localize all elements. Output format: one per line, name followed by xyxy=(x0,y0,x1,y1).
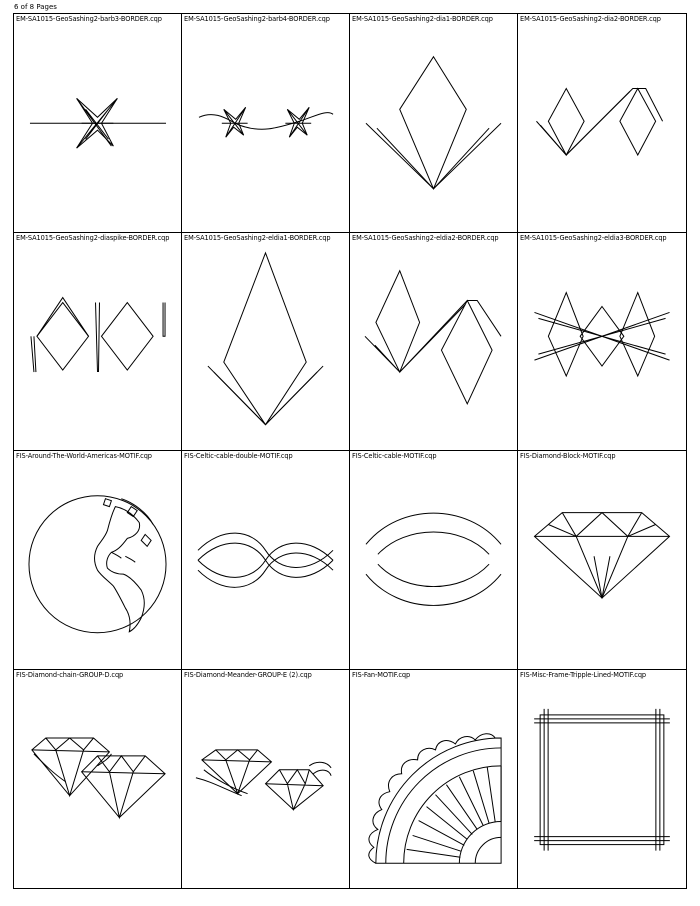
design-catalog-grid xyxy=(13,13,687,889)
elongated-diamond-border-drawing xyxy=(182,233,349,451)
single-diamond-border-drawing xyxy=(350,14,517,232)
design-cell[interactable] xyxy=(350,451,518,670)
design-cell[interactable] xyxy=(14,14,182,233)
design-name: EM-SA1015-GeoSashing2-eldia1-BORDER.cqp xyxy=(184,233,331,242)
design-cell[interactable] xyxy=(350,670,518,889)
design-cell[interactable] xyxy=(14,233,182,452)
design-cell[interactable] xyxy=(182,670,350,889)
design-name: FIS-Diamond-Meander-GROUP-E (2).cqp xyxy=(184,670,312,679)
diamond-block-drawing xyxy=(518,451,686,669)
design-cell[interactable] xyxy=(518,451,686,670)
celtic-cable-double-drawing xyxy=(182,451,349,669)
triple-lined-frame-drawing xyxy=(518,670,686,889)
design-cell[interactable] xyxy=(14,670,182,889)
design-cell[interactable] xyxy=(518,14,686,233)
design-name: EM-SA1015-GeoSashing2-barb3-BORDER.cqp xyxy=(16,15,162,23)
design-name: FIS-Diamond-chain-GROUP-D.cqp xyxy=(16,670,124,679)
design-name: EM-SA1015-GeoSashing2-eldia3-BORDER.cqp xyxy=(520,233,667,242)
celtic-cable-drawing xyxy=(350,451,517,669)
design-cell[interactable] xyxy=(182,451,350,670)
double-diamond-border-drawing xyxy=(518,14,686,232)
diamond-spike-border-drawing xyxy=(14,233,181,451)
design-name: FIS-Fan-MOTIF.cqp xyxy=(352,670,411,679)
design-cell[interactable] xyxy=(518,233,686,452)
design-name: FIS-Diamond-Block-MOTIF.cqp xyxy=(520,452,616,460)
diamond-chain-drawing xyxy=(14,670,181,889)
fan-drawing xyxy=(350,670,517,889)
page-count: 6 of 8 Pages xyxy=(14,3,57,11)
design-name: EM-SA1015-GeoSashing2-barb4-BORDER.cqp xyxy=(184,15,330,23)
design-name: FIS-Misc-Frame-Tripple-Lined-MOTIF.cqp xyxy=(520,670,647,679)
design-name: EM-SA1015-GeoSashing2-eldia2-BORDER.cqp xyxy=(352,233,499,242)
design-cell[interactable] xyxy=(14,451,182,670)
design-name: EM-SA1015-GeoSashing2-dia2-BORDER.cqp xyxy=(520,15,661,23)
twin-star-wave-border-drawing xyxy=(182,14,349,232)
triple-diamond-border-drawing xyxy=(518,233,686,451)
barb-star-border-drawing xyxy=(14,14,181,232)
design-cell[interactable] xyxy=(182,233,350,452)
design-name: FIS-Around-The-World-Americas-MOTIF.cqp xyxy=(16,452,152,460)
design-cell[interactable] xyxy=(518,670,686,889)
design-name: FIS-Celtic-cable-MOTIF.cqp xyxy=(352,452,437,460)
diamond-meander-drawing xyxy=(182,670,349,889)
design-name: FIS-Celtic-cable-double-MOTIF.cqp xyxy=(184,452,293,460)
design-cell[interactable] xyxy=(182,14,350,233)
globe-americas-drawing xyxy=(14,451,181,669)
design-cell[interactable] xyxy=(350,233,518,452)
design-name: EM-SA1015-GeoSashing2-diaspike-BORDER.cqp xyxy=(16,233,170,242)
double-elongated-diamond-border-drawing xyxy=(350,233,517,451)
design-cell[interactable] xyxy=(350,14,518,233)
design-name: EM-SA1015-GeoSashing2-dia1-BORDER.cqp xyxy=(352,15,493,23)
